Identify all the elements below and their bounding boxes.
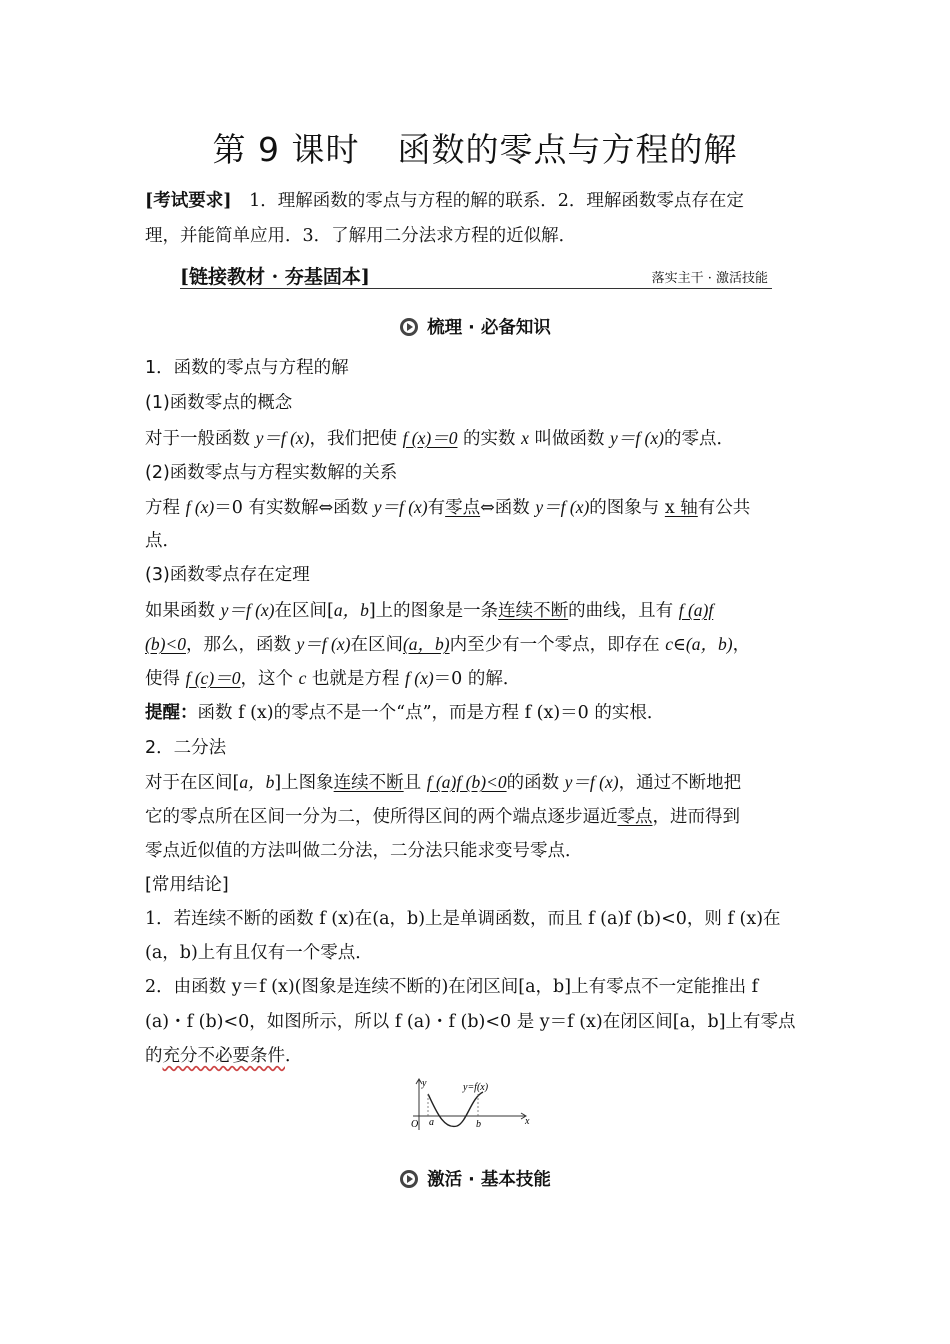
para-bisection-3: 零点近似值的方法叫做二分法，二分法只能求变号零点． [145, 841, 583, 861]
section-heading-review: 梳理 · 必备知识 [0, 314, 950, 339]
heading-zeros: 1．函数的零点与方程的解 [145, 358, 349, 378]
conclusion-1b: (a，b)上有且仅有一个零点． [145, 943, 373, 963]
b-label: b [476, 1119, 481, 1130]
conclusion-2c: 的充分不必要条件． [145, 1046, 303, 1066]
para-bisection-2: 它的零点所在区间一分为二，使所得区间的两个端点逐步逼近零点，进而得到 [145, 807, 740, 827]
page-title: 第 9 课时 函数的零点与方程的解 [212, 130, 738, 169]
section-band [180, 262, 772, 289]
band-subtitle: 落实主干 · 激活技能 [651, 271, 768, 286]
conclusion-2b: (a)・f (b)<0，如图所示，所以 f (a)・f (b)<0 是 y＝f (x)在闭区间[a，b]上有零点 [145, 1012, 796, 1032]
para-relation-cont: 点． [145, 531, 180, 551]
x-label: x [525, 1116, 530, 1127]
para-relation: 方程 f (x)＝0 有实数解⇔函数 y＝f (x)有零点⇔函数 y＝f (x)的图象与 x 轴有公共 [145, 497, 751, 518]
sub-theorem: (3)函数零点存在定理 [145, 565, 310, 585]
para-theorem-1: 如果函数 y＝f (x)在区间[a，b]上的图象是一条连续不断的曲线，且有 f (a)f [145, 600, 714, 621]
y-label: y [422, 1078, 427, 1089]
heading-bisection: 2．二分法 [145, 738, 227, 758]
conclusions-label: [常用结论] [145, 875, 229, 895]
band-title: [链接教材 · 夯基固本] [180, 266, 370, 288]
a-label: a [429, 1117, 434, 1128]
para-theorem-2: (b)<0，那么，函数 y＝f (x)在区间(a，b)内至少有一个零点，即存在 c∈(a，b)， [145, 634, 751, 655]
function-graph-figure [405, 1078, 545, 1134]
tip: 提醒：函数 f (x)的零点不是一个“点”，而是方程 f (x)＝0 的实根． [145, 703, 665, 723]
sub-relation: (2)函数零点与方程实数解的关系 [145, 463, 398, 483]
curve [428, 1092, 483, 1126]
para-concept: 对于一般函数 y＝f (x)，我们把使 f (x)＝0 的实数 x 叫做函数 y＝f (x)的零点． [145, 428, 734, 449]
exam-requirements: [考试要求] 1．理解函数的零点与方程的解的联系．2．理解函数零点存在定 [145, 191, 744, 211]
curve-label: y=f(x) [463, 1082, 489, 1093]
section-heading-skills: 激活 · 基本技能 [0, 1166, 950, 1191]
exam-requirements-cont: 理，并能简单应用．3．了解用二分法求方程的近似解． [145, 226, 577, 246]
sub-concept: (1)函数零点的概念 [145, 393, 293, 413]
conclusion-1a: 1．若连续不断的函数 f (x)在(a，b)上是单调函数，而且 f (a)f (b)<0，则 f (x)在 [145, 909, 781, 929]
para-theorem-3: 使得 f (c)＝0，这个 c 也就是方程 f (x)＝0 的解． [145, 668, 521, 689]
play-circle-icon [399, 1169, 419, 1189]
play-circle-icon [399, 317, 419, 337]
origin-label: O [411, 1119, 419, 1130]
conclusion-2a: 2．由函数 y＝f (x)(图象是连续不断的)在闭区间[a，b]上有零点不一定能推出 f [145, 977, 759, 997]
para-bisection-1: 对于在区间[a，b]上图象连续不断且 f (a)f (b)<0的函数 y＝f (x)，通过不断地把 [145, 772, 742, 793]
